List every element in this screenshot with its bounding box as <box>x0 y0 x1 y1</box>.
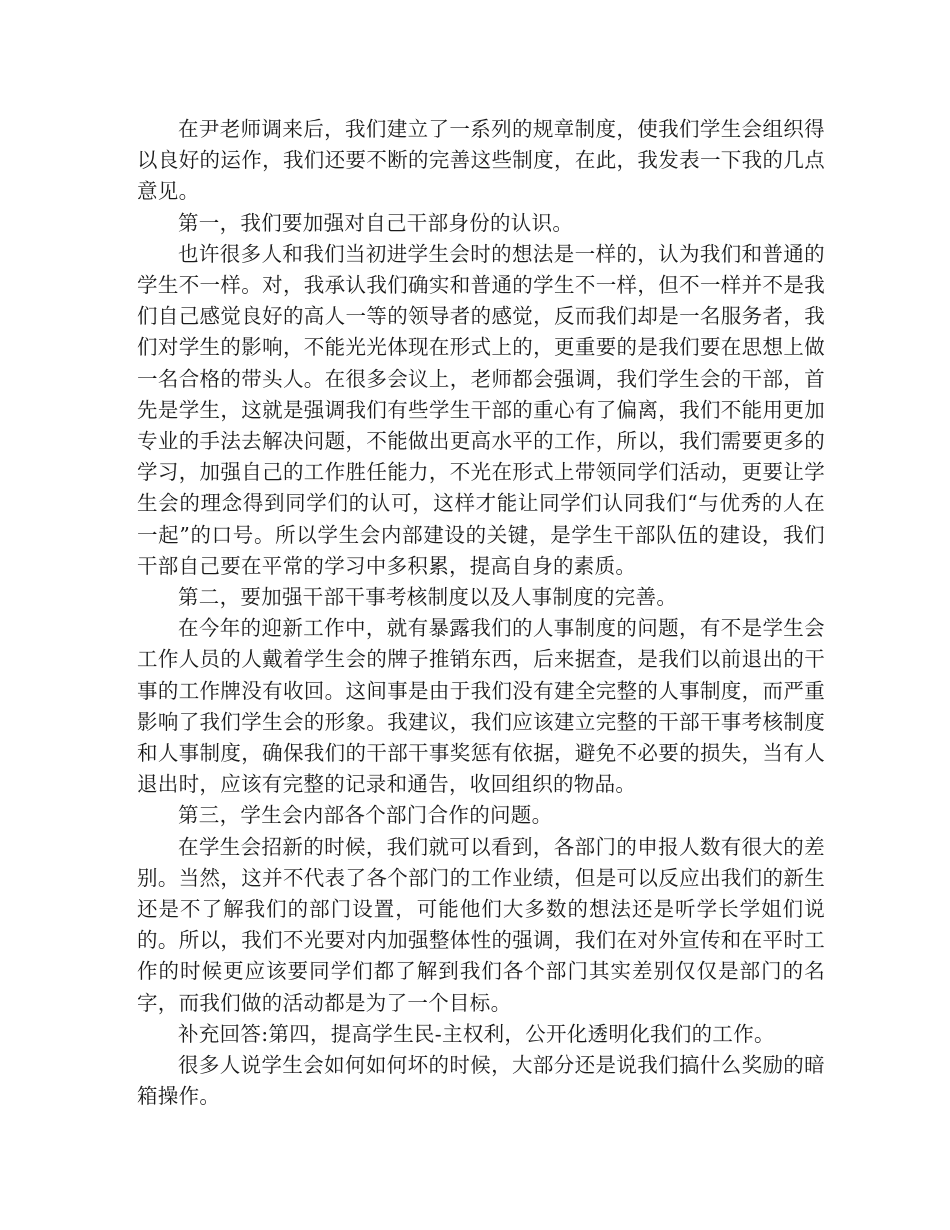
paragraph-point-three: 在学生会招新的时候，我们就可以看到，各部门的申报人数有很大的差别。当然，这并不代表了各个部门的工作业绩，但是可以反应出我们的新生还是不了解我们的部门设置，可能他们大多数的想法还是听学长学姐们说的。所以，我们不光要对内加强整体性的强调，我们在对外宣传和在平时工作的时候更应该要同学们都了解到我们各个部门其实差别仅仅是部门的名字，而我们做的活动都是为了一个目标。 <box>137 834 825 1015</box>
heading-point-two: 第二，要加强干部干事考核制度以及人事制度的完善。 <box>178 585 678 610</box>
heading-point-four: 补充回答:第四，提高学生民-主权利，公开化透明化我们的工作。 <box>178 1021 775 1046</box>
paragraph-point-four: 很多人说学生会如何如何坏的时候，大部分还是说我们搞什么奖励的暗箱操作。 <box>137 1053 825 1109</box>
paragraph-point-one: 也许很多人和我们当初进学生会时的想法是一样的，认为我们和普通的学生不一样。对，我承认我们确实和普通的学生不一样，但不一样并不是我们自己感觉良好的高人一等的领导者的感觉，反而我们却是一名服务者，我们对学生的影响，不能光光体现在形式上的，更重要的是我们要在思想上做一名合格的带头人。在很多会议上，老师都会强调，我们学生会的干部，首先是学生，这就是强调我们有些学生干部的重心有了偏离，我们不能用更加专业的手法去解决问题，不能做出更高水平的工作，所以，我们需要更多的学习，加强自己的工作胜任能力，不光在形式上带领同学们活动，更要让学生会的理念得到同学们的认可，这样才能让同学们认同我们“与优秀的人在一起”的口号。所以学生会内部建设的关键，是学生干部队伍的建设，我们干部自己要在平常的学习中多积累，提高自身的素质。 <box>137 241 825 578</box>
heading-point-three: 第三，学生会内部各个部门合作的问题。 <box>178 803 553 828</box>
paragraph-point-two: 在今年的迎新工作中，就有暴露我们的人事制度的问题，有不是学生会工作人员的人戴着学生会的牌子推销东西，后来据查，是我们以前退出的干事的工作牌没有收回。这间事是由于我们没有建全完整的人事制度，而严重影响了我们学生会的形象。我建议，我们应该建立完整的干部干事考核制度和人事制度，确保我们的干部干事奖惩有依据，避免不必要的损失，当有人退出时，应该有完整的记录和通告，收回组织的物品。 <box>137 616 825 797</box>
heading-point-one: 第一，我们要加强对自己干部身份的认识。 <box>178 210 574 235</box>
paragraph-intro: 在尹老师调来后，我们建立了一系列的规章制度，使我们学生会组织得以良好的运作，我们还要不断的完善这些制度，在此，我发表一下我的几点意见。 <box>137 117 825 204</box>
document-body <box>137 114 825 1113</box>
